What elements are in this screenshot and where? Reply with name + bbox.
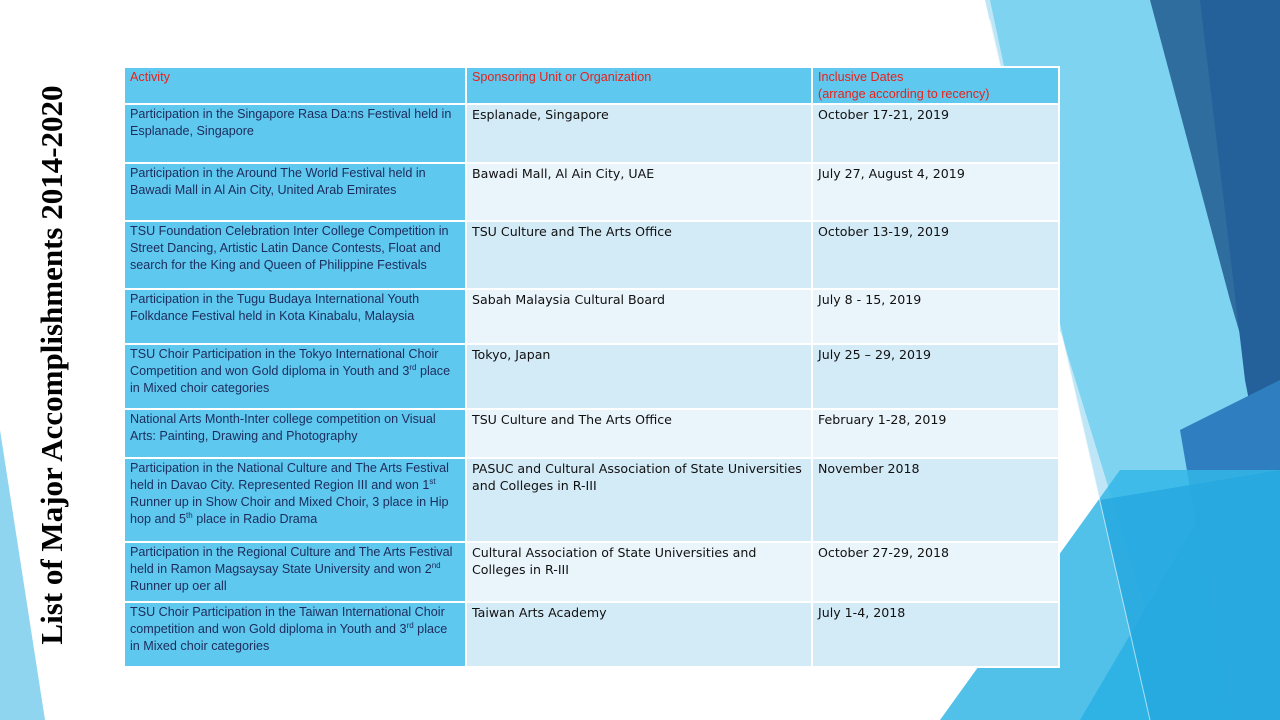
sponsor-cell: Esplanade, Singapore bbox=[466, 104, 812, 163]
sponsor-cell: PASUC and Cultural Association of State Universities and Colleges in R-III bbox=[466, 458, 812, 542]
header-dates-line2: (arrange according to recency) bbox=[818, 87, 990, 101]
sponsor-cell: Bawadi Mall, Al Ain City, UAE bbox=[466, 163, 812, 221]
table-row bbox=[124, 221, 1059, 289]
dates-cell: July 25 – 29, 2019 bbox=[812, 344, 1059, 409]
header-dates bbox=[812, 67, 1059, 104]
activity-cell: TSU Choir Participation in the Taiwan International Choir competition and won Gold diploma in Youth and 3rd place in Mixed choir categories bbox=[124, 602, 466, 667]
activity-cell: Participation in the Tugu Budaya International Youth Folkdance Festival held in Kota Kinabalu, Malaysia bbox=[124, 289, 466, 344]
table-row bbox=[124, 289, 1059, 344]
table-row bbox=[124, 104, 1059, 163]
table-row bbox=[124, 409, 1059, 458]
activity-cell: Participation in the Singapore Rasa Da:ns Festival held in Esplanade, Singapore bbox=[124, 104, 466, 163]
activity-cell: National Arts Month-Inter college competition on Visual Arts: Painting, Drawing and Photography bbox=[124, 409, 466, 458]
accomplishments-table bbox=[123, 66, 1060, 668]
activity-cell: Participation in the Around The World Festival held in Bawadi Mall in Al Ain City, United Arab Emirates bbox=[124, 163, 466, 221]
page-title: List of Major Accomplishments 2014-2020 bbox=[34, 85, 69, 645]
table-row bbox=[124, 163, 1059, 221]
dates-cell: October 17-21, 2019 bbox=[812, 104, 1059, 163]
activity-cell: Participation in the National Culture and The Arts Festival held in Davao City. Represented Region III and won 1st Runner up in Show Choir and Mixed Choir, 3 place in Hip hop and 5th place in Radio Drama bbox=[124, 458, 466, 542]
dates-cell: February 1-28, 2019 bbox=[812, 409, 1059, 458]
table-row bbox=[124, 542, 1059, 602]
dates-cell: July 1-4, 2018 bbox=[812, 602, 1059, 667]
sponsor-cell: Taiwan Arts Academy bbox=[466, 602, 812, 667]
activity-cell: Participation in the Regional Culture and The Arts Festival held in Ramon Magsaysay State University and won 2nd Runner up oer all bbox=[124, 542, 466, 602]
header-dates-line1: Inclusive Dates bbox=[818, 70, 904, 84]
activity-cell: TSU Foundation Celebration Inter College Competition in Street Dancing, Artistic Latin Dance Contests, Float and search for the King and Queen of Philippine Festivals bbox=[124, 221, 466, 289]
table-row bbox=[124, 344, 1059, 409]
sponsor-cell: Cultural Association of State Universities and Colleges in R-III bbox=[466, 542, 812, 602]
sponsor-cell: Tokyo, Japan bbox=[466, 344, 812, 409]
table-row bbox=[124, 458, 1059, 542]
sponsor-cell: TSU Culture and The Arts Office bbox=[466, 221, 812, 289]
dates-cell: October 27-29, 2018 bbox=[812, 542, 1059, 602]
dates-cell: October 13-19, 2019 bbox=[812, 221, 1059, 289]
table-row bbox=[124, 602, 1059, 667]
sponsor-cell: Sabah Malaysia Cultural Board bbox=[466, 289, 812, 344]
dates-cell: November 2018 bbox=[812, 458, 1059, 542]
dates-cell: July 8 - 15, 2019 bbox=[812, 289, 1059, 344]
header-sponsor: Sponsoring Unit or Organization bbox=[466, 67, 812, 104]
activity-cell: TSU Choir Participation in the Tokyo International Choir Competition and won Gold diploma in Youth and 3rd place in Mixed choir categories bbox=[124, 344, 466, 409]
table-header-row bbox=[124, 67, 1059, 104]
header-activity: Activity bbox=[124, 67, 466, 104]
dates-cell: July 27, August 4, 2019 bbox=[812, 163, 1059, 221]
sponsor-cell: TSU Culture and The Arts Office bbox=[466, 409, 812, 458]
